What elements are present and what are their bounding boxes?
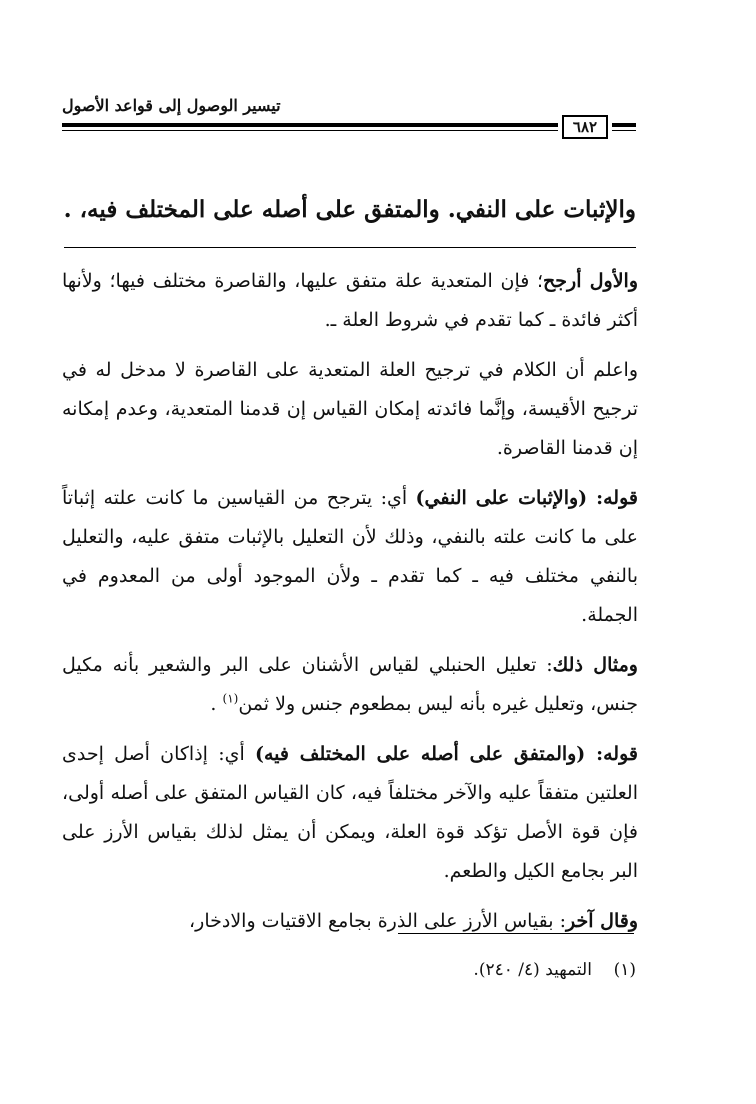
header-rule-thin	[62, 130, 558, 131]
matn-separator	[64, 247, 636, 248]
paragraph-body: ؛ فإن المتعدية علة متفق عليها، والقاصرة مختلف فيها؛ ولأنها أكثر فائدة ـ كما تقدم في شروط العلة ـ.	[62, 270, 638, 331]
paragraph	[62, 902, 638, 941]
page-number-ornament-thin	[612, 130, 636, 131]
paragraph	[62, 351, 638, 468]
paragraph-body: أي: يترجح من القياسين ما كانت علته إثباتاً على ما كانت علته بالنفي، وذلك لأن التعليل بالإثبات متفق عليه، والتعليل بالنفي مختلف فيه ـ كما تقدم ـ ولأن الموجود أولى من المعدوم في الجملة.	[62, 487, 638, 626]
page-number: ٦٨٢	[562, 115, 608, 139]
matn-text: والإثبات على النفي. والمتفق على أصله على المختلف فيه، .	[63, 196, 636, 223]
footnote-reference[interactable]: (١)	[222, 691, 239, 706]
paragraph-lead: ومثال ذلك	[552, 654, 638, 676]
paragraph-body: : تعليل الحنبلي لقياس الأشنان على البر والشعير بأنه مكيل جنس، وتعليل غيره بأنه ليس بمطعوم جنس ولا ثمن	[62, 654, 638, 715]
paragraph	[62, 262, 638, 340]
paragraph-lead: قوله: (والإثبات على النفي)	[415, 487, 638, 509]
paragraph-lead: والأول أرجح	[543, 270, 639, 292]
footnote-text: التمهيد (٤/ ٢٤٠).	[473, 960, 592, 980]
footnote-separator	[398, 933, 634, 934]
commentary	[62, 262, 638, 952]
paragraph-body: : بقياس الأرز على الذرة بجامع الاقتيات والادخار،	[189, 910, 567, 932]
paragraph	[62, 735, 638, 891]
footnote	[300, 960, 636, 980]
running-header-title: تيسير الوصول إلى قواعد الأصول	[62, 96, 281, 115]
paragraph-body: واعلم أن الكلام في ترجيح العلة المتعدية على القاصرة لا مدخل له في ترجيح الأقيسة، وإنَّما فائدته إمكان القياس إن قدمنا المتعدية، وعدم إمكانه إن قدمنا القاصرة.	[62, 359, 638, 459]
header-rule	[62, 123, 558, 127]
page-number-ornament	[612, 123, 636, 127]
paragraph-lead: وقال آخر	[566, 910, 638, 932]
footnote-number: (١)	[613, 960, 636, 980]
paragraph	[62, 646, 638, 724]
paragraph-lead: قوله: (والمتفق على أصله على المختلف فيه)	[255, 743, 638, 765]
paragraph-tail: .	[210, 693, 223, 715]
paragraph	[62, 479, 638, 635]
paragraph-body: أي: إذاكان أصل إحدى العلتين متفقاً عليه والآخر مختلفاً فيه، كان القياس المتفق على أصله أولى، فإن قوة الأصل تؤكد قوة العلة، ويمكن أن يمثل لذلك بقياس الأرز على البر بجامع الكيل والطعم.	[62, 743, 638, 882]
